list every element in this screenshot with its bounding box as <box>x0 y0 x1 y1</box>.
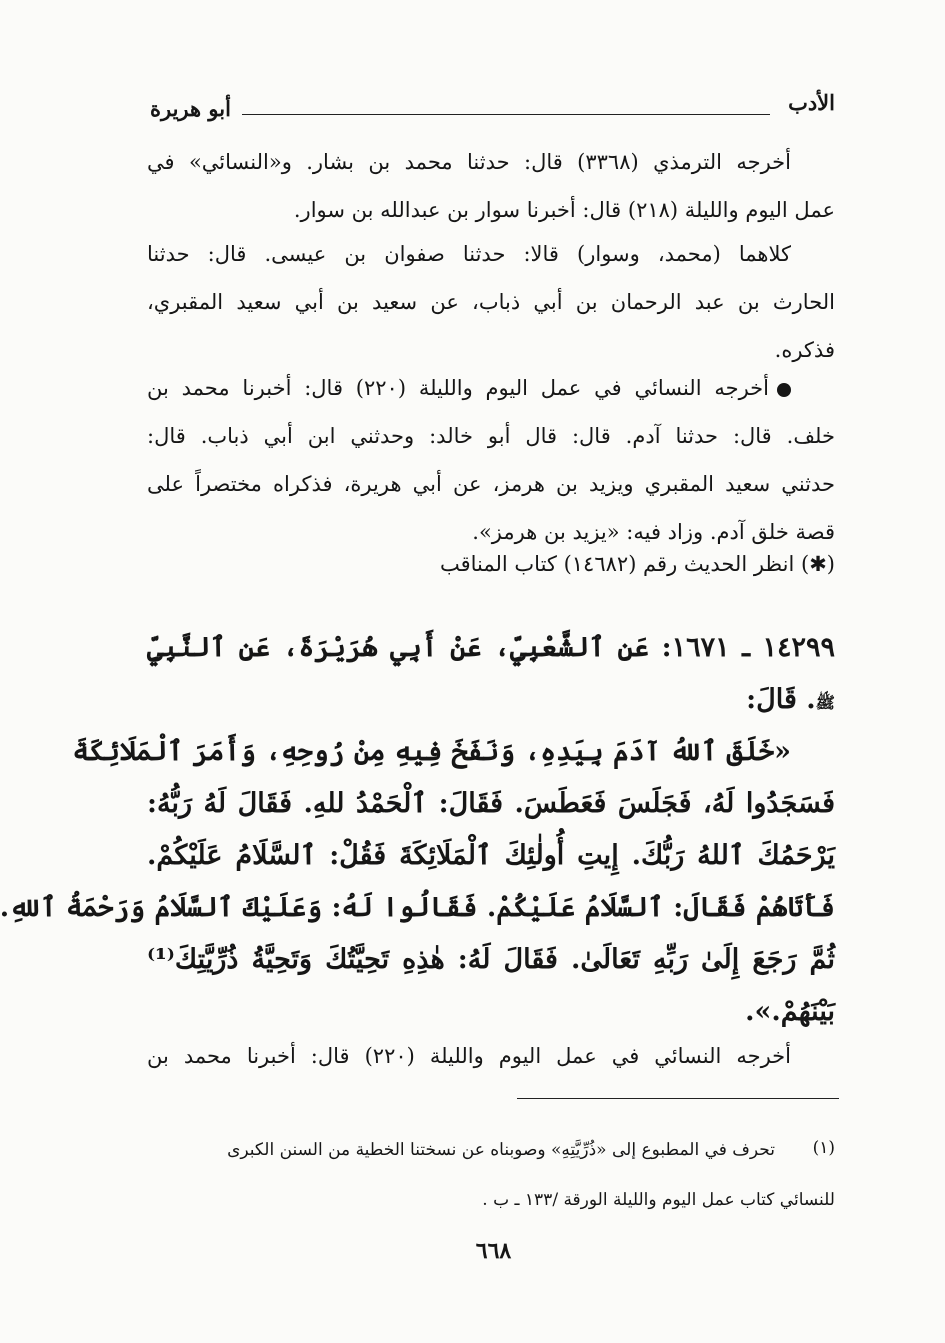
text-line: خلف. قال: حدثنا آدم. قال: قال أبو خالد: وحدثني ابن أبي ذباب. قال: <box>147 424 835 448</box>
salutation-glyph: ﷺ <box>815 693 835 712</box>
text-line: فذكره. <box>774 338 835 362</box>
text-line: حدثني سعيد المقبري ويزيد بن هرمز، عن أبي هريرة، فذكراه مختصراً على <box>147 472 835 496</box>
text-line: قصة خلق آدم. وزاد فيه: «يزيد بن هرمز». <box>472 520 835 544</box>
qala-text: . قَالَ: <box>746 684 816 715</box>
hadith-line: بَيْنَهُمْ.». <box>745 996 835 1027</box>
footnote-number: (١) <box>812 1138 835 1158</box>
text-line: الحارث بن عبد الرحمان بن أبي ذباب، عن سعيد بن أبي سعيد المقبري، <box>147 290 835 314</box>
hadith-qala-line <box>147 674 835 726</box>
narrator-title: أبو هريرة <box>150 96 231 121</box>
bullet-icon <box>777 383 791 397</box>
takhrij-paragraph-4 <box>147 1032 835 1080</box>
hadith-line: يَرْحَمُكَ ٱللهُ رَبُّكَ. إِيتِ أُولٰئِكَ ٱلْمَلَائِكَةَ فَقُلْ: ٱلسَّلَامُ عَلَيْكُمْ. <box>147 840 835 871</box>
text-line: أخرجه النسائي في عمل اليوم والليلة (٢٢٠) قال: أخبرنا محمد بن <box>147 1044 791 1068</box>
header-rule <box>242 114 770 115</box>
takhrij-paragraph-3 <box>147 364 835 556</box>
footnote-line: تحرف في المطبوع إلى «ذُرِّيَّتِهِ» وصوبناه عن نسختنا الخطية من السنن الكبرى <box>227 1140 775 1160</box>
text-line: عمل اليوم والليلة (٢١٨) قال: أخبرنا سوار بن عبدالله بن سوار. <box>293 198 835 222</box>
hadith-line: «خَلَقَ ٱللهُ آدَمَ بِيَدِهِ، وَنَفَخَ فِيهِ مِنْ رُوحِهِ، وَأَمَرَ ٱلْمَلَائِكَةَ <box>72 736 791 767</box>
hadith-heading: ١٤٢٩٩ ـ ١٦٧١: عَنِ ٱلشَّعْبِيِّ، عَنْ أَبِي هُرَيْرَةَ، عَنِ ٱلنَّبِيِّ <box>147 632 835 663</box>
takhrij-paragraph-2 <box>147 230 835 374</box>
hadith-line: فَسَجَدُوا لَهُ، فَجَلَسَ فَعَطَسَ. فَقَالَ: ٱلْحَمْدُ للهِ. فَقَالَ لَهُ رَبُّهُ: <box>147 788 835 819</box>
text-line <box>147 364 835 412</box>
text-line-content: أخرجه النسائي في عمل اليوم والليلة (٢٢٠) قال: أخبرنا محمد بن <box>147 376 769 400</box>
text-line: كلاهما (محمد، وسوار) قالا: حدثنا صفوان بن عيسى. قال: حدثنا <box>147 242 791 266</box>
footnote-line: للنسائي كتاب عمل اليوم والليلة الورقة /١٣٣ ـ ب . <box>482 1190 835 1210</box>
takhrij-paragraph-1 <box>147 138 835 234</box>
footnote-rule <box>517 1098 839 1099</box>
hadith-text <box>0 622 835 1038</box>
see-also-note <box>147 540 835 588</box>
hadith-line: فَأَتَاهُمْ فَقَالَ: ٱلسَّلَامُ عَلَيْكُمْ. فَقَالُوا لَهُ: وَعَلَيْكَ ٱلسَّلَامُ وَرَحْمَةُ ٱللهِ. <box>0 892 835 923</box>
text-line: أخرجه الترمذي (٣٣٦٨) قال: حدثنا محمد بن بشار. و«النسائي» في <box>147 150 791 174</box>
page-number: ٦٦٨ <box>475 1238 512 1264</box>
hadith-line: ثُمَّ رَجَعَ إِلَىٰ رَبِّهِ تَعَالَىٰ. فَقَالَ لَهُ: هٰذِهِ تَحِيَّتُكَ وَتَحِيَّةُ ذُرِّيَّتِكَ⁽¹⁾ <box>147 944 835 975</box>
section-title: الأدب <box>788 90 835 115</box>
text-line: (✱) انظر الحديث رقم (١٤٦٨٢) كتاب المناقب <box>439 552 835 576</box>
footnote <box>147 1125 835 1225</box>
